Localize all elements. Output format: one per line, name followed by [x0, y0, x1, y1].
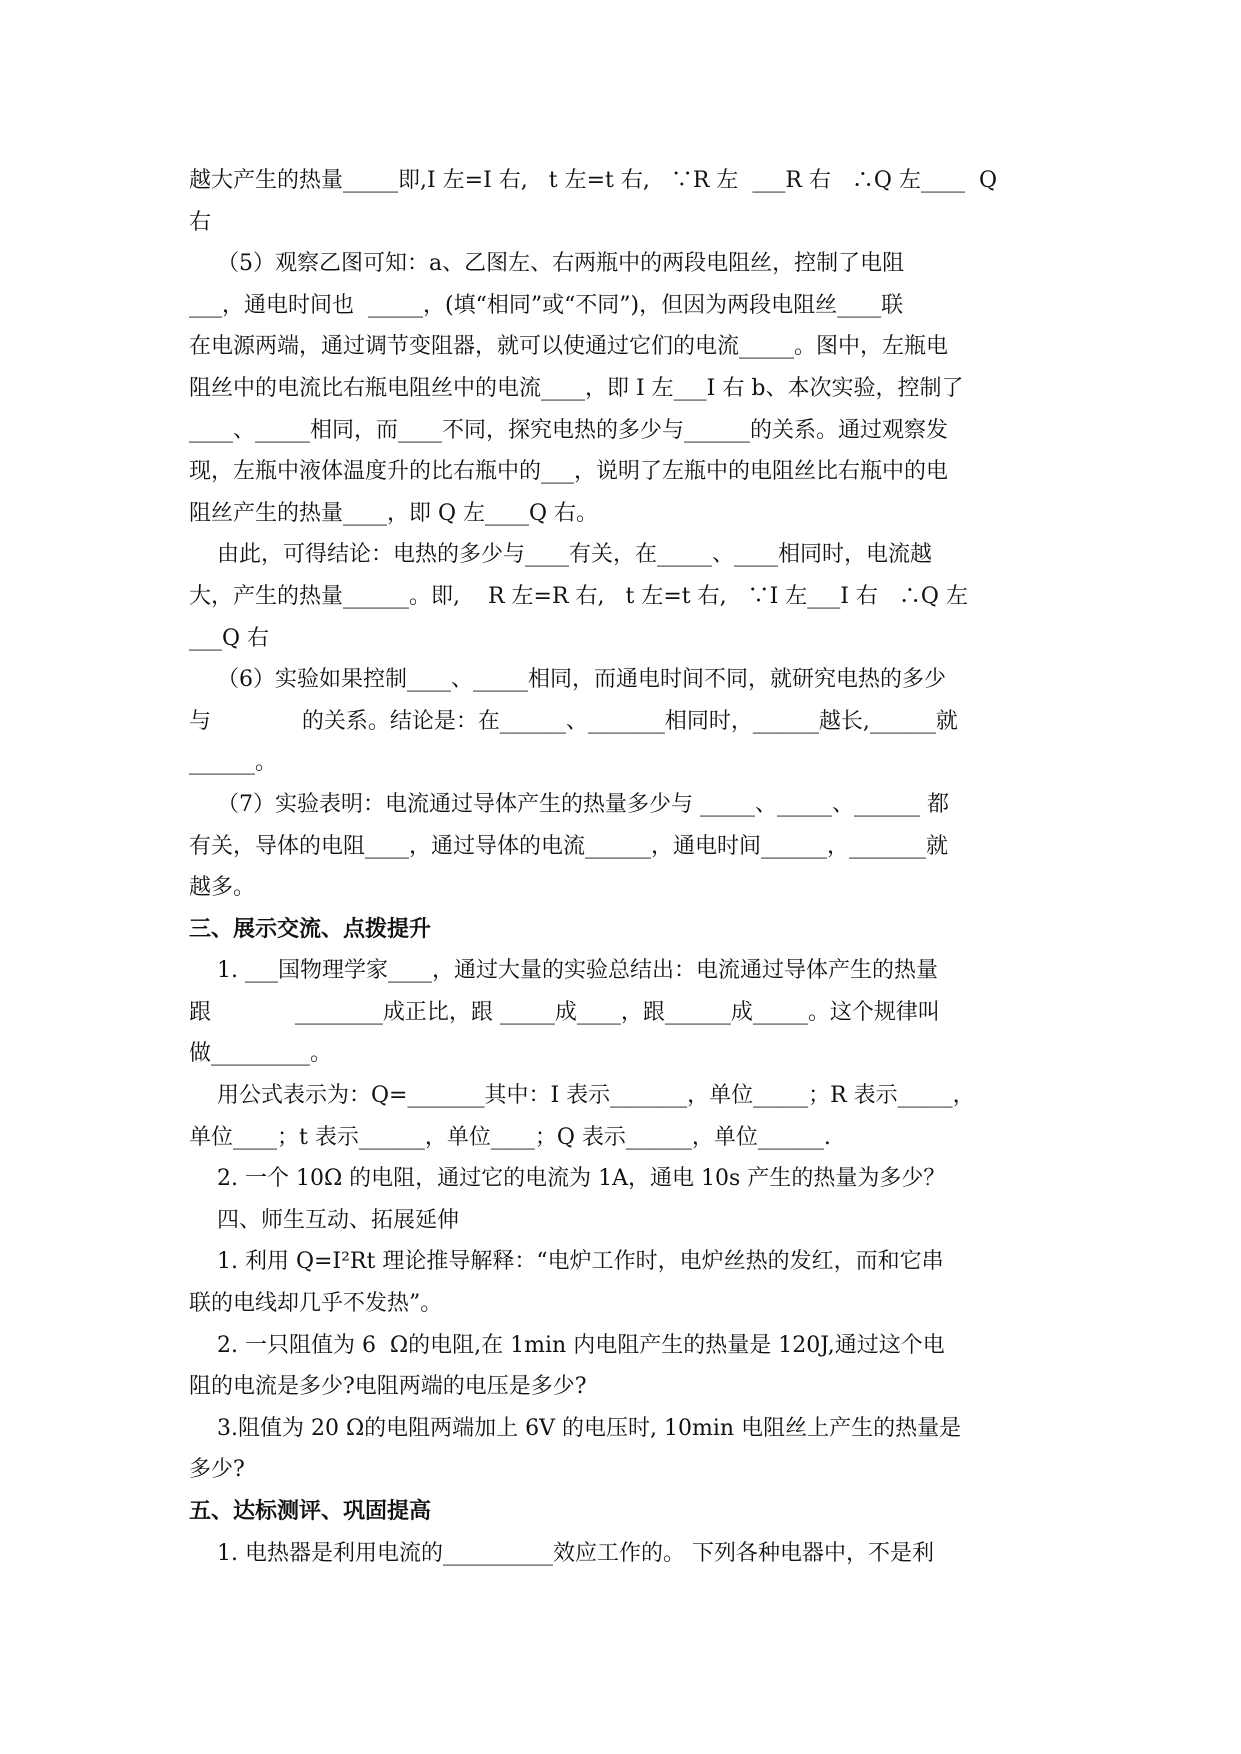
text-line: 用公式表示为：Q=_______其中：I 表示_______，单位_____；R 表示_____，: [189, 1083, 975, 1109]
section-heading: 三、展示交流、点拨提升: [189, 916, 432, 942]
text-line: ___，通电时间也 _____，(填“相同”或“不同”)，但因为两段电阻丝____联: [189, 292, 904, 318]
text-line: （5）观察乙图可知：a、乙图左、右两瓶中的两段电阻丝，控制了电阻: [189, 251, 905, 277]
text-line: 多少?: [189, 1457, 245, 1483]
text-line: 2. 一个 10Ω 的电阻，通过它的电流为 1A，通电 10s 产生的热量为多少？: [189, 1166, 946, 1192]
text-line: （7）实验表明：电流通过导体产生的热量多少与 _____、_____、______ 都: [189, 791, 949, 817]
text-line: 在电源两端，通过调节变阻器，就可以使通过它们的电流_____。图中，左瓶电: [189, 334, 949, 360]
text-line: 阻丝产生的热量____，即 Q 左____Q 右。: [189, 500, 599, 526]
text-line: 阻丝中的电流比右瓶电阻丝中的电流____，即 I 左___I 右 b、本次实验，控制了: [189, 375, 964, 401]
text-line: 1. ___国物理学家____，通过大量的实验总结出：电流通过导体产生的热量: [189, 958, 938, 984]
text-line: ___Q 右: [189, 625, 270, 651]
section-heading: 五、达标测评、巩固提高: [189, 1499, 432, 1524]
text-line: 2. 一只阻值为 6 Ω的电阻,在 1min 内电阻产生的热量是 120J,通过这个电: [189, 1332, 945, 1358]
text-line: 越大产生的热量_____即,I 左=I 右, t 左=t 右, ∵R 左 ___R 右 ∴Q 左____ Q: [189, 168, 997, 193]
text-line: 由此，可得结论：电热的多少与____有关，在_____、____相同时，电流越: [189, 542, 932, 568]
text-line: 3.阻值为 20 Ω的电阻两端加上 6V 的电压时, 10min 电阻丝上产生的热量是: [189, 1415, 962, 1441]
text-line: ______。: [189, 750, 278, 776]
text-line: 联的电线却几乎不发热”。: [189, 1291, 443, 1317]
text-line: 做_________。: [189, 1041, 333, 1067]
text-line: ____、_____相同，而____不同，探究电热的多少与______的关系。通过观察发: [189, 417, 949, 443]
text-line: 与 的关系。结论是：在______、_______相同时，______越长,______就: [189, 708, 958, 734]
text-line: 大，产生的热量______。即, R 左=R 右, t 左=t 右, ∵I 左___I 右 ∴Q 左: [189, 583, 968, 609]
text-line: 跟 ________成正比，跟 _____成____，跟______成_____。这个规律叫: [189, 999, 940, 1025]
text-line: 现，左瓶中液体温度升的比右瓶中的___，说明了左瓶中的电阻丝比右瓶中的电: [189, 459, 949, 485]
document-body: [189, 160, 1059, 1574]
text-line: 1. 利用 Q=I²Rt 理论推导解释：“电炉工作时，电炉丝热的发红，而和它串: [189, 1249, 944, 1275]
text-line: 有关，导体的电阻____，通过导体的电流______，通电时间______，_______就: [189, 833, 949, 859]
text-line: 四、师生互动、拓展延伸: [189, 1207, 459, 1233]
text-line: 阻的电流是多少?电阻两端的电压是多少?: [189, 1374, 587, 1400]
text-line: 越多。: [189, 875, 256, 901]
text-line: 单位____；t 表示______，单位____；Q 表示______，单位______.: [189, 1124, 831, 1150]
text-line: 1. 电热器是利用电流的__________效应工作的。 下列各种电器中，不是利: [189, 1540, 934, 1566]
text-line: （6）实验如果控制____、_____相同，而通电时间不同，就研究电热的多少: [189, 667, 946, 693]
text-line: 右: [189, 209, 212, 235]
